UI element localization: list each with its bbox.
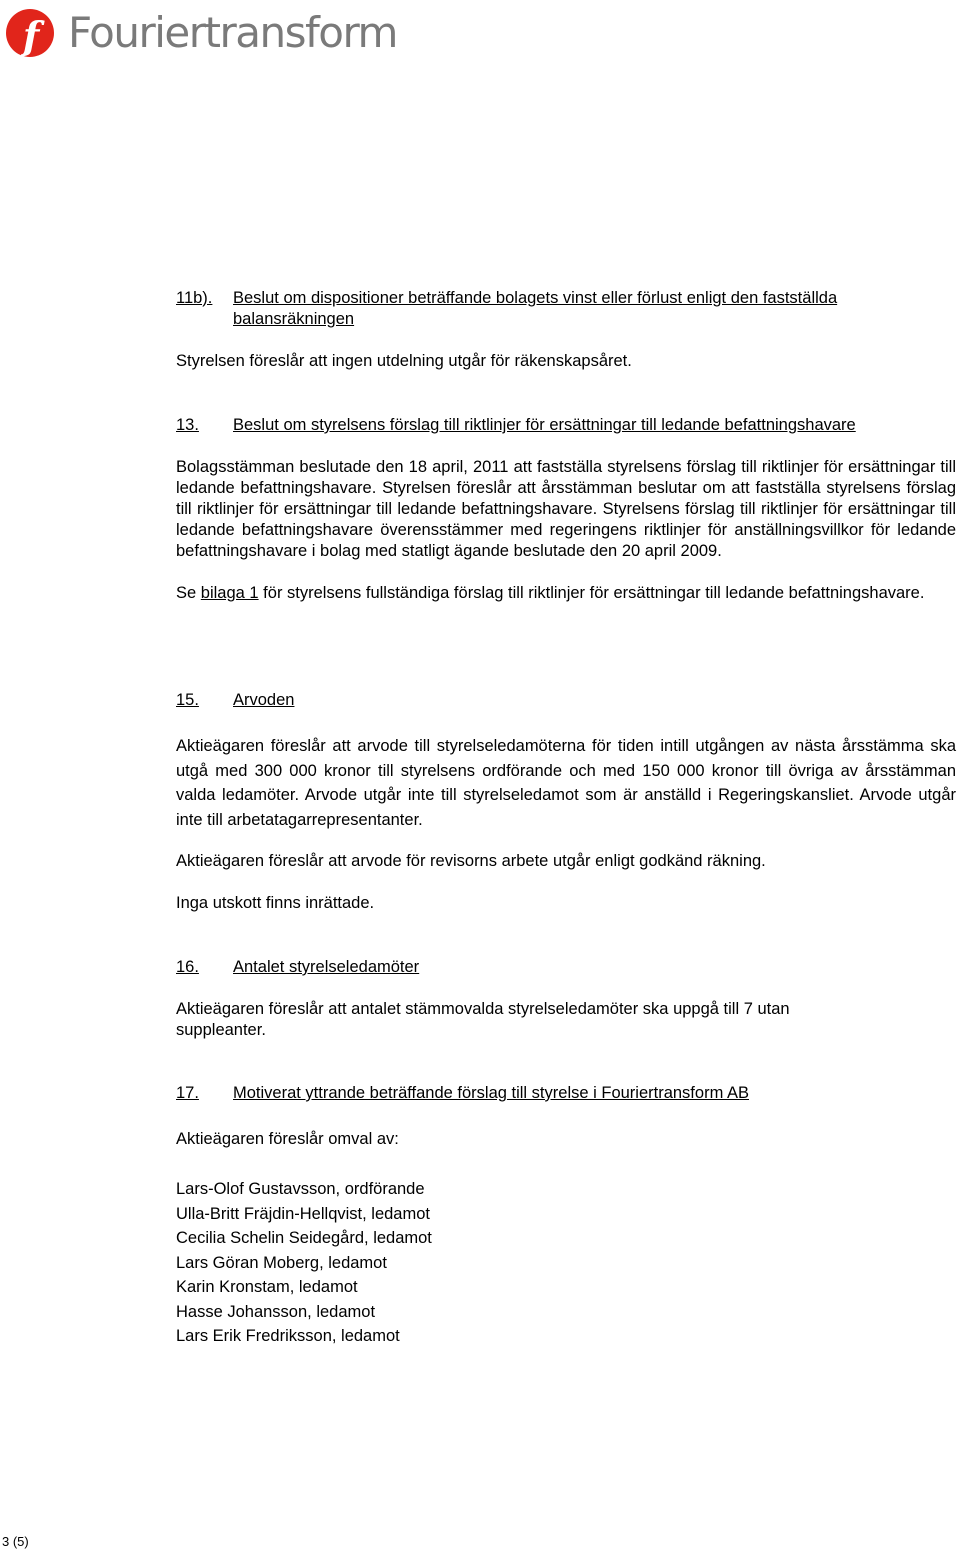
company-logo [4,6,397,58]
section-number: 16. [176,958,199,976]
section-number: 15. [176,691,199,709]
paragraph: Aktieägaren föreslår att arvode till styrelseledamöterna för tiden intill utgången av nästa årsstämma ska utgå med 300 000 kronor till styrelsens ordförande och med 150 000 kronor till övriga av årsstämman valda ledamöter. Arvode utgår inte till styrelseledamot som är anställd i Regeringskansliet. Arvode utgår inte till arbetatagarrepresentanter. [176,737,956,829]
section-heading [176,690,956,711]
list-item: Hasse Johansson, ledamot [176,1302,376,1321]
section-heading [176,1083,956,1104]
section-17 [176,1083,956,1104]
reference-text: Se [176,584,201,602]
section-heading [176,288,956,330]
section-title: Beslut om styrelsens förslag till riktlinjer för ersättningar till ledande befattningshavare [233,416,856,434]
list-item: Karin Kronstam, ledamot [176,1278,358,1296]
list-item: Lars-Olof Gustavsson, ordförande [176,1180,425,1198]
section-16 [176,957,956,978]
paragraph: Bolagsstämman beslutade den 18 april, 2011 att fastställa styrelsens förslag till riktlinjer för ersättningar till ledande befattningshavare. Styrelsen föreslår att årsstämman beslutar om att fastställa styrelsens förslag till riktlinjer för ersättningar till ledande befattningshavare. Styrelsens förslag till riktlinjer för ersättningar till ledande befattningshavare överensstämmer med regeringens riktlinjer för anställningsvillkor för ledande befattningshavare i bolag med statligt ägande beslutade den 20 april 2009. [176,458,956,560]
section-11b [176,288,956,372]
section-heading [176,415,956,436]
paragraph: Aktieägaren föreslår att arvode för revisorns arbete utgår enligt godkänd räkning. [176,852,766,870]
list-item: Lars Göran Moberg, ledamot [176,1253,387,1272]
svg-text:f: f [22,13,40,58]
page-number: 3 (5) [2,1534,29,1549]
section-number: 13. [176,416,199,434]
paragraph: Aktieägaren föreslår omval av: [176,1130,399,1148]
logo-text: Fouriertransform [68,8,397,57]
section-title: Beslut om dispositioner beträffande bolagets vinst eller förlust enligt den fastställda balansräkningen [233,289,838,328]
section-13 [176,415,956,604]
paragraph-reference [176,583,956,604]
section-number: 17. [176,1084,199,1102]
section-15 [176,690,956,711]
bilaga-link[interactable]: bilaga 1 [200,584,259,602]
list-item: Ulla-Britt Fräjdin-Hellqvist, ledamot [176,1204,430,1223]
paragraph: Styrelsen föreslår att ingen utdelning utgår för räkenskapsåret. [176,352,632,370]
section-number: 11b). [176,289,213,307]
paragraph: Aktieägaren föreslår att antalet stämmovalda styrelseledamöter ska uppgå till 7 utan suppleanter. [176,1000,790,1039]
logo-f-icon [4,6,56,58]
board-member-list [176,1177,956,1349]
section-title: Arvoden [233,691,295,709]
section-title: Motiverat yttrande beträffande förslag till styrelse i Fouriertransform AB [233,1084,749,1102]
list-item: Cecilia Schelin Seidegård, ledamot [176,1229,432,1247]
section-heading [176,957,956,978]
paragraph: Inga utskott finns inrättade. [176,894,375,912]
list-item: Lars Erik Fredriksson, ledamot [176,1327,400,1345]
section-title: Antalet styrelseledamöter [233,958,420,976]
reference-text: för styrelsens fullständiga förslag till riktlinjer för ersättningar till ledande befattningshavare. [258,584,925,602]
